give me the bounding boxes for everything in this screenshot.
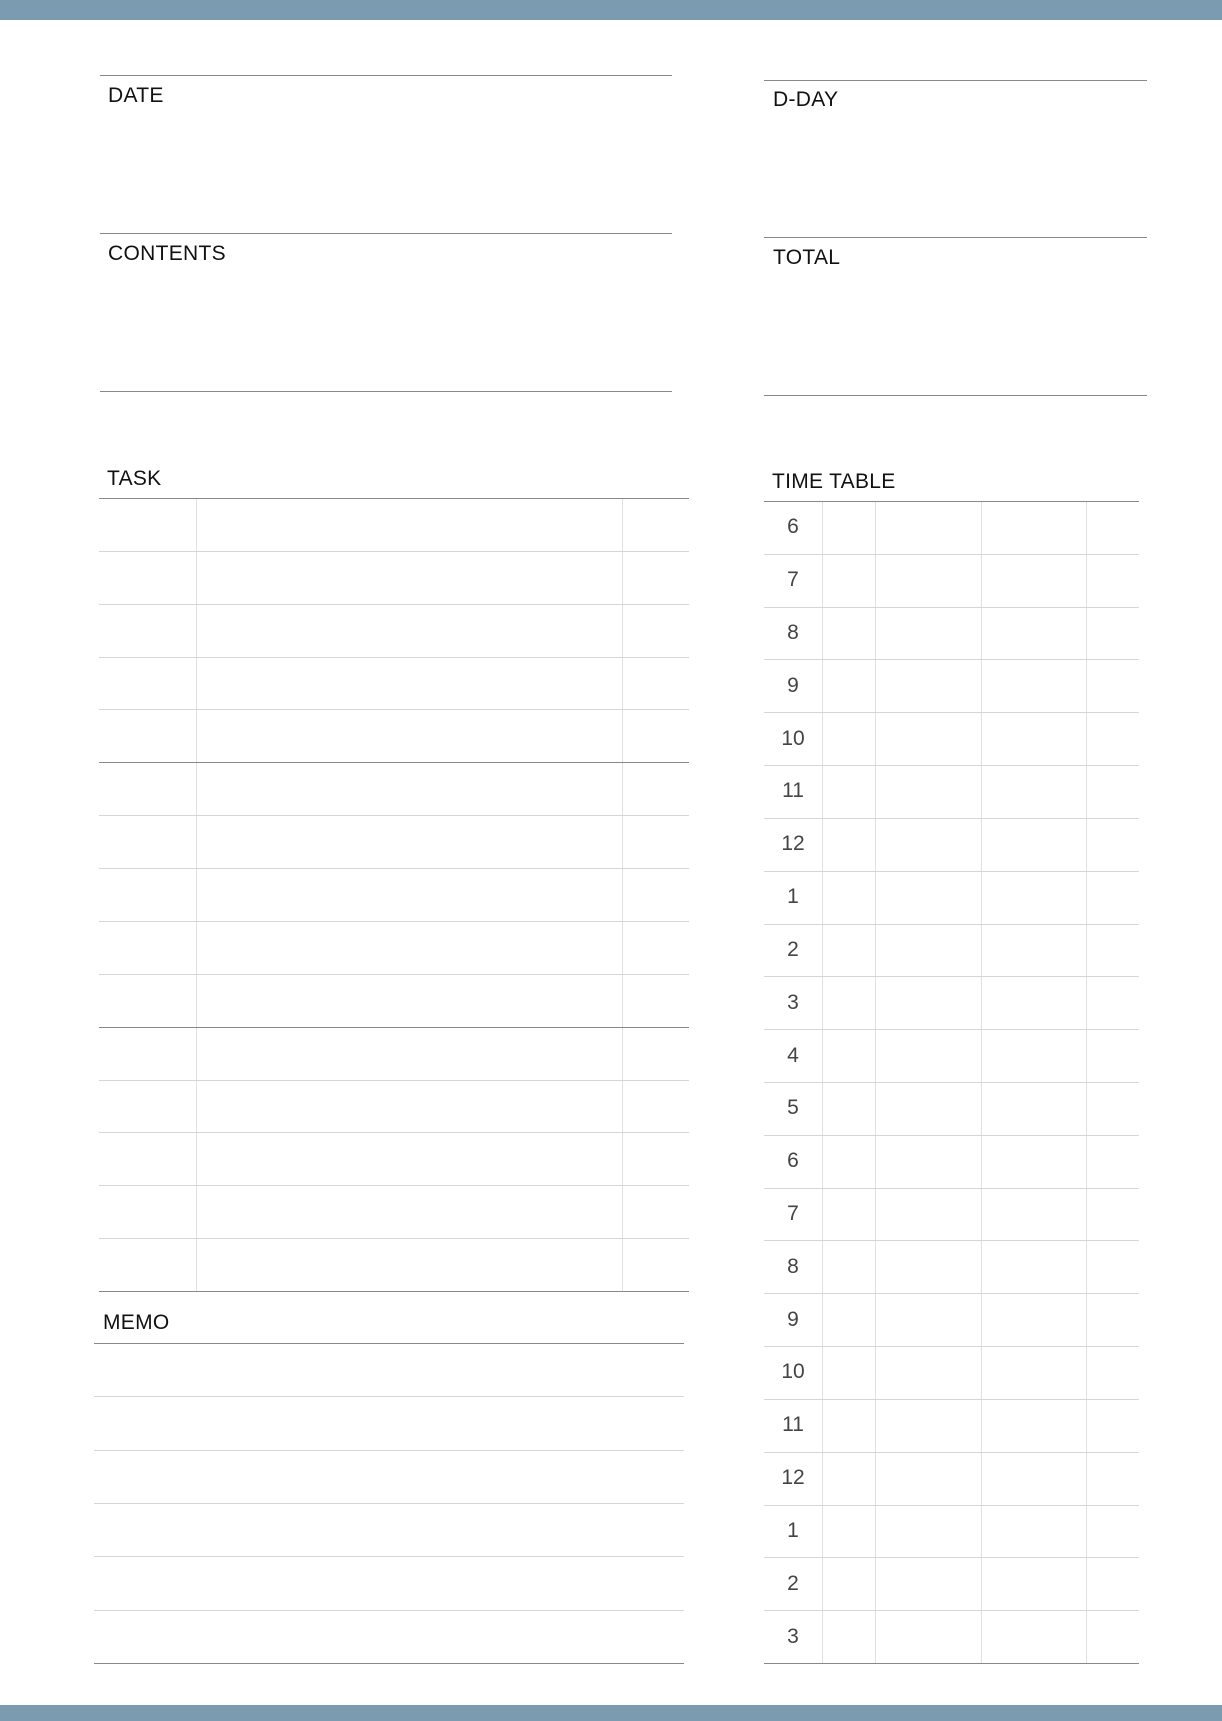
memo-line[interactable] [94,1611,684,1664]
task-row[interactable] [99,869,689,922]
memo-label: MEMO [103,1311,170,1334]
hour-label: 12 [781,832,805,856]
time-slot-row[interactable] [764,1347,1139,1400]
memo-line[interactable] [94,1451,684,1504]
dday-label: D-DAY [773,88,839,111]
hour-label: 7 [787,568,799,592]
task-row[interactable] [99,1081,689,1134]
time-slot-row[interactable] [764,1136,1139,1189]
time-slot-row[interactable] [764,1030,1139,1083]
task-grid [99,498,689,1292]
hour-label: 10 [781,726,805,750]
task-row[interactable] [99,1239,689,1292]
hour-label: 11 [782,779,804,803]
time-slot-row[interactable] [764,1400,1139,1453]
time-slot-row[interactable] [764,872,1139,925]
hour-label: 1 [787,1518,799,1542]
date-divider [100,75,672,76]
task-label: TASK [107,467,162,490]
hour-label: 7 [787,1202,799,1226]
hour-label: 6 [787,515,799,539]
contents-label: CONTENTS [108,242,226,265]
time-slot-row[interactable] [764,555,1139,608]
task-row[interactable] [99,658,689,711]
hour-label: 4 [787,1043,799,1067]
time-slot-row[interactable] [764,660,1139,713]
memo-line[interactable] [94,1504,684,1557]
total-label: TOTAL [773,246,841,269]
contents-bottom-divider [100,391,672,392]
hour-label: 8 [787,621,799,645]
time-slot-row[interactable] [764,1506,1139,1559]
time-table-grid [764,501,1139,1664]
time-slot-row[interactable] [764,713,1139,766]
total-divider [764,237,1147,238]
task-row[interactable] [99,1028,689,1081]
time-slot-row[interactable] [764,1083,1139,1136]
task-row[interactable] [99,763,689,816]
bottom-accent-bar [0,1705,1222,1721]
memo-line[interactable] [94,1557,684,1610]
time-slot-row[interactable] [764,766,1139,819]
total-bottom-divider [764,395,1147,396]
time-slot-row[interactable] [764,819,1139,872]
dday-divider [764,80,1147,81]
task-row[interactable] [99,1186,689,1239]
time-slot-row[interactable] [764,608,1139,661]
time-slot-row[interactable] [764,1558,1139,1611]
hour-label: 11 [782,1413,804,1437]
task-row[interactable] [99,499,689,552]
task-row[interactable] [99,605,689,658]
hour-label: 5 [787,1096,799,1120]
task-row[interactable] [99,975,689,1028]
hour-label: 2 [787,937,799,961]
memo-line[interactable] [94,1397,684,1450]
task-row[interactable] [99,922,689,975]
contents-divider [100,233,672,234]
hour-label: 6 [787,1149,799,1173]
hour-label: 3 [787,1624,799,1648]
hour-label: 9 [787,673,799,697]
hour-label: 8 [787,1254,799,1278]
time-slot-row[interactable] [764,502,1139,555]
time-slot-row[interactable] [764,977,1139,1030]
task-row[interactable] [99,1133,689,1186]
time-table-label: TIME TABLE [772,470,896,493]
time-slot-row[interactable] [764,1453,1139,1506]
time-slot-row[interactable] [764,1189,1139,1242]
date-label: DATE [108,84,164,107]
hour-label: 1 [787,885,799,909]
memo-line[interactable] [94,1344,684,1397]
task-row[interactable] [99,710,689,763]
time-slot-row[interactable] [764,1611,1139,1664]
hour-label: 12 [781,1466,805,1490]
task-row[interactable] [99,552,689,605]
memo-area[interactable] [94,1343,684,1664]
time-slot-row[interactable] [764,1241,1139,1294]
hour-label: 10 [781,1360,805,1384]
time-slot-row[interactable] [764,1294,1139,1347]
hour-label: 3 [787,990,799,1014]
top-accent-bar [0,0,1222,20]
task-row[interactable] [99,816,689,869]
hour-label: 2 [787,1571,799,1595]
hour-label: 9 [787,1307,799,1331]
time-slot-row[interactable] [764,925,1139,978]
